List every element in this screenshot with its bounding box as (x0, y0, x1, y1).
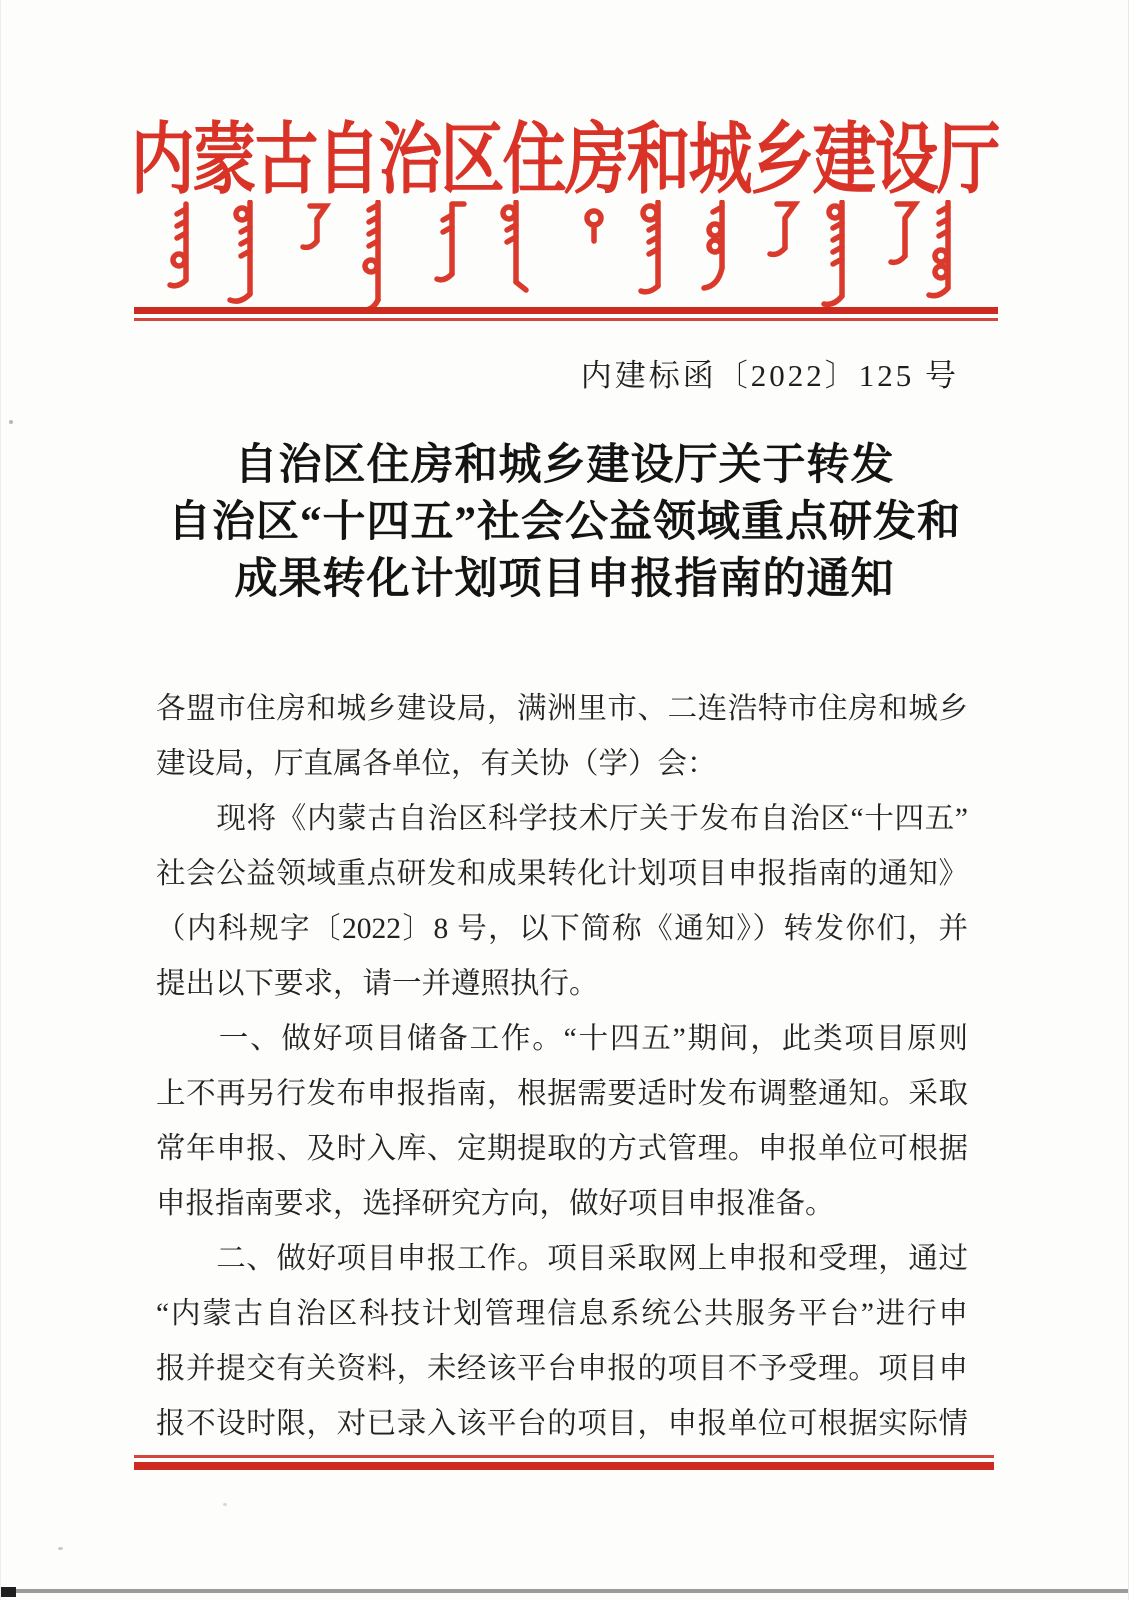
body-line: 一、做好项目储备工作。“十四五”期间，此类项目原则 (156, 1023, 968, 1055)
body-line: 申报指南要求，选择研究方向，做好项目申报准备。 (156, 1188, 835, 1220)
body-line: 报并提交有关资料，未经该平台申报的项目不予受理。项目申 (156, 1353, 968, 1385)
notice-title-line: 成果转化计划项目申报指南的通知 (234, 556, 895, 603)
notice-body (156, 682, 968, 1452)
scan-speck (223, 1503, 227, 1506)
doc-number: 内建标函〔2022〕125 号 (580, 358, 959, 393)
header-red-divider (134, 307, 998, 321)
body-line: “内蒙古自治区科技计划管理信息系统公共服务平台”进行申 (156, 1298, 968, 1330)
body-line: 建设局，厅直属各单位，有关协（学）会： (156, 748, 717, 780)
mongolian-script-icon (166, 200, 961, 308)
scan-speck (58, 1547, 63, 1550)
body-line: 常年申报、及时入库、定期提取的方式管理。申报单位可根据 (156, 1133, 968, 1165)
body-line: （内科规字〔2022〕8 号，以下简称《通知》）转发你们，并 (156, 913, 968, 945)
body-line: 报不设时限，对已录入该平台的项目，申报单位可根据实际情 (156, 1408, 968, 1440)
body-line: 各盟市住房和城乡建设局，满洲里市、二连浩特市住房和城乡 (156, 693, 968, 725)
divider-thick-line (134, 307, 998, 314)
body-line: 现将《内蒙古自治区科学技术厅关于发布自治区“十四五” (156, 803, 968, 835)
notice-title-line: 自治区住房和城乡建设厅关于转发 (234, 442, 895, 489)
notice-title-line: 自治区“十四五”社会公益领域重点研发和 (168, 499, 961, 546)
body-line: 提出以下要求，请一并遵照执行。 (156, 968, 599, 1000)
body-line: 社会公益领域重点研发和成果转化计划项目申报指南的通知》 (156, 858, 968, 890)
divider-thin-line (134, 318, 998, 321)
footer-red-divider (134, 1455, 994, 1470)
agency-letterhead: 内蒙古自治区住房和城乡建设厅 (130, 116, 999, 204)
scan-corner-mark (1, 1587, 16, 1597)
body-line: 上不再另行发布申报指南，根据需要适时发布调整通知。采取 (156, 1078, 968, 1110)
notice-title (1, 437, 1128, 608)
body-line: 二、做好项目申报工作。项目采取网上申报和受理，通过 (156, 1243, 968, 1275)
scan-bottom-edge (1, 1589, 1129, 1593)
scan-speck (9, 420, 13, 424)
divider-thick-line (134, 1462, 994, 1470)
